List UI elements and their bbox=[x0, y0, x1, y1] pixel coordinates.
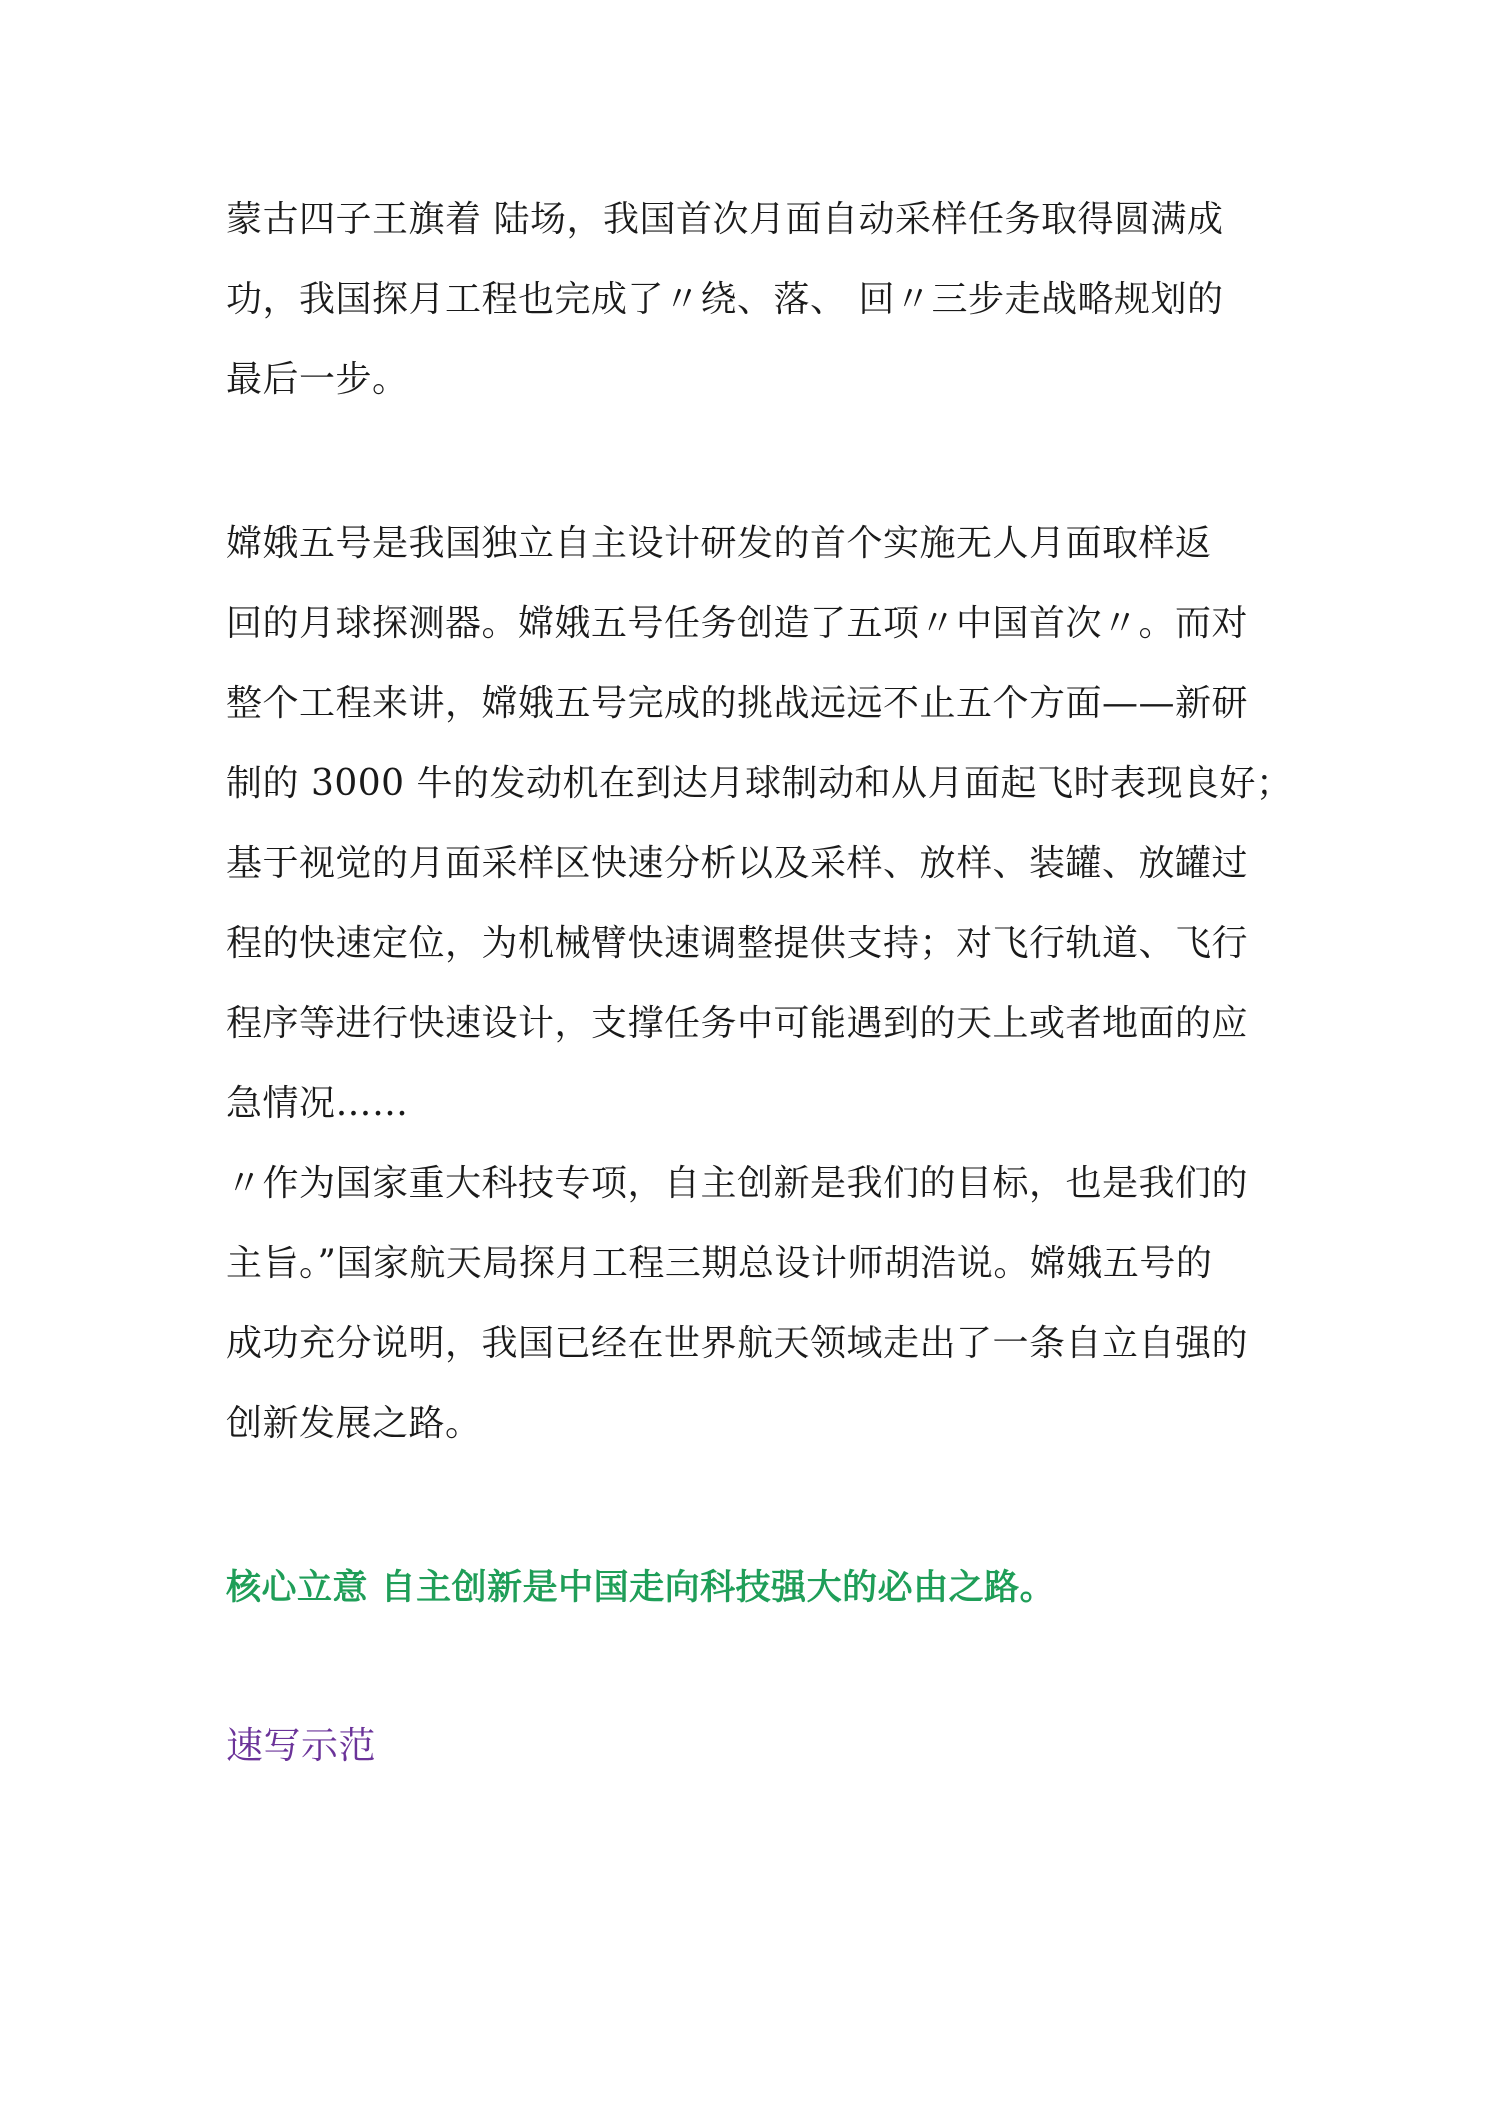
paragraph-2-line-8: 急情况…… bbox=[226, 1083, 409, 1124]
paragraph-3-line-1: 〃作为国家重大科技专项，自主创新是我们的目标，也是我们的 bbox=[226, 1163, 1249, 1204]
paragraph-3-line-2: 主旨。”国家航天局探月工程三期总设计师胡浩说。嫦娥五号的 bbox=[226, 1243, 1213, 1284]
paragraph-1-line-2: 功，我国探月工程也完成了〃绕、落、 回〃三步走战略规划的 bbox=[226, 279, 1224, 320]
paragraph-3-line-4: 创新发展之路。 bbox=[226, 1403, 482, 1444]
paragraph-1-line-1: 蒙古四子王旗着 陆场，我国首次月面自动采样任务取得圆满成 bbox=[226, 199, 1224, 240]
paragraph-2-line-7: 程序等进行快速设计，支撑任务中可能遇到的天上或者地面的应 bbox=[226, 1003, 1249, 1044]
paragraph-3-line-3: 成功充分说明，我国已经在世界航天领域走出了一条自立自强的 bbox=[226, 1323, 1249, 1364]
paragraph-2-line-2: 回的月球探测器。嫦娥五号任务创造了五项〃中国首次〃。而对 bbox=[226, 603, 1249, 644]
paragraph-2-line-5: 基于视觉的月面采样区快速分析以及采样、放样、装罐、放罐过 bbox=[226, 843, 1249, 884]
section-heading: 速写示范 bbox=[226, 1724, 376, 1767]
paragraph-2-line-6: 程的快速定位，为机械臂快速调整提供支持；对飞行轨道、飞行 bbox=[226, 923, 1249, 964]
paragraph-2-line-3: 整个工程来讲，嫦娥五号完成的挑战远远不止五个方面——新研 bbox=[226, 683, 1249, 724]
core-idea-text: 核心立意 自主创新是中国走向科技强大的必由之路。 bbox=[226, 1568, 1056, 1608]
paragraph-2-line-1: 嫦娥五号是我国独立自主设计研发的首个实施无人月面取样返 bbox=[226, 523, 1212, 564]
paragraph-1-line-3: 最后一步。 bbox=[226, 359, 409, 400]
paragraph-2-line-4: 制的 3000 牛的发动机在到达月球制动和从月面起飞时表现良好； bbox=[226, 763, 1293, 804]
